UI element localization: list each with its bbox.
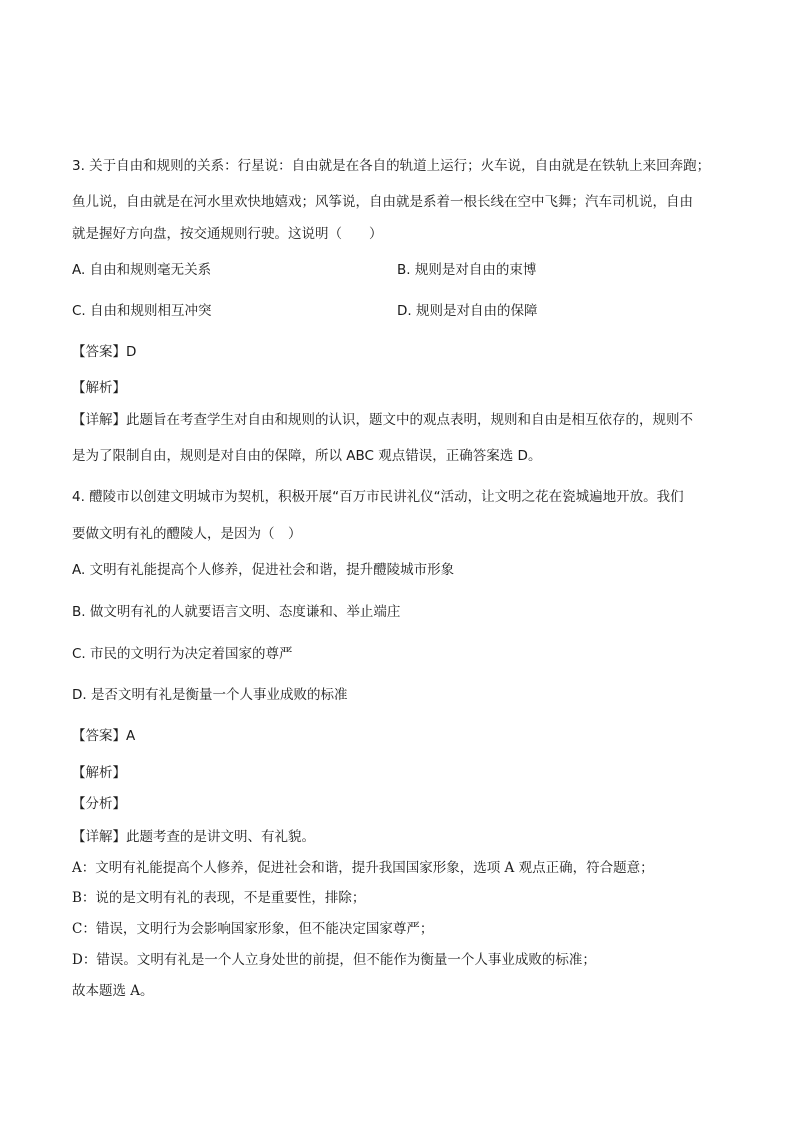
q4-stem-line-2: 要做文明有礼的醴陵人，是因为（ ）: [72, 526, 302, 542]
q3-detail-line-1: 【详解】此题旨在考查学生对自由和规则的认识，题文中的观点表明，规则和自由是相互依存的，规则不: [72, 412, 693, 428]
q3-stem-line-3: 就是握好方向盘，按交通规则行驶。这说明（ ）: [72, 226, 383, 242]
q4-answer: 【答案】A: [72, 728, 136, 744]
q4-detail-line-4: C：错误，文明行为会影响国家形象，但不能决定国家尊严；: [72, 921, 434, 937]
q3-analysis-heading: 【解析】: [72, 380, 126, 396]
q4-option-b: B. 做文明有礼的人就要语言文明、态度谦和、举止端庄: [72, 604, 401, 620]
q3-detail-line-2: 是为了限制自由，规则是对自由的保障，所以 ABC 观点错误，正确答案选 D。: [72, 448, 542, 464]
q3-option-a: A. 自由和规则毫无关系: [72, 262, 212, 278]
q4-stem-line-1: 4. 醴陵市以创建文明城市为契机，积极开展“百万市民讲礼仪“活动，让文明之花在瓷城遍地开放。我们: [72, 489, 684, 505]
q4-option-d: D. 是否文明有礼是衡量一个人事业成败的标准: [72, 687, 348, 703]
q4-option-a: A. 文明有礼能提高个人修养，促进社会和谐，提升醴陵城市形象: [72, 562, 455, 578]
q4-detail-line-3: B：说的是文明有礼的表现，不是重要性，排除；: [72, 890, 366, 906]
q3-option-c: C. 自由和规则相互冲突: [72, 303, 212, 319]
q4-detail-line-2: A：文明有礼能提高个人修养，促进社会和谐，提升我国国家形象，选项 A 观点正确，符合题意；: [72, 860, 654, 876]
q3-stem-line-1: 3. 关于自由和规则的关系：行星说：自由就是在各自的轨道上运行；火车说，自由就是在铁轨上来回奔跑；: [72, 158, 711, 174]
q3-option-b: B. 规则是对自由的束博: [397, 262, 537, 278]
q4-sub-heading: 【分析】: [72, 796, 126, 812]
q3-answer: 【答案】D: [72, 344, 137, 360]
q4-option-c: C. 市民的文明行为决定着国家的尊严: [72, 646, 293, 662]
q4-detail-line-6: 故本题选 A。: [72, 983, 154, 999]
q3-stem-line-2: 鱼儿说，自由就是在河水里欢快地嬉戏；风筝说，自由就是系着一根长线在空中飞舞；汽车司机说，自由: [72, 194, 693, 210]
q3-option-d: D. 规则是对自由的保障: [397, 303, 538, 319]
q4-analysis-heading: 【解析】: [72, 765, 126, 781]
q4-detail-line-5: D：错误。文明有礼是一个人立身处世的前提，但不能作为衡量一个人事业成败的标准；: [72, 952, 596, 968]
q4-detail-line-1: 【详解】此题考查的是讲文明、有礼貌。: [72, 829, 315, 845]
